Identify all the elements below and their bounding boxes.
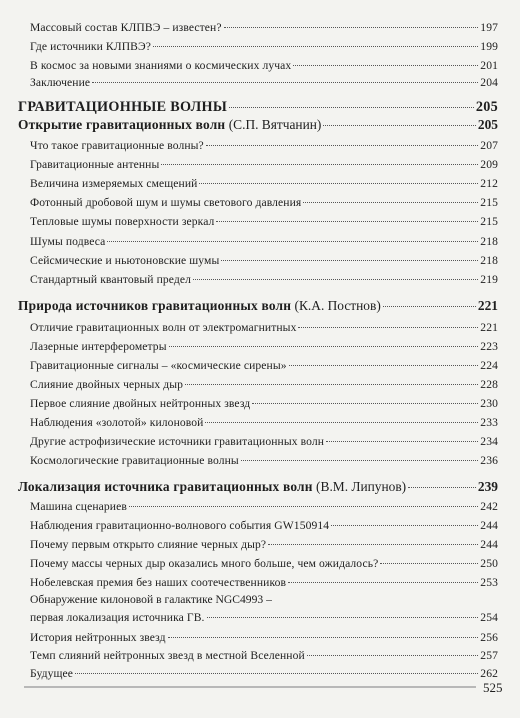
toc-entry-title: Величина измеряемых смещений — [30, 176, 198, 190]
toc-entry-page: 207 — [480, 138, 498, 152]
toc-entry-page: 244 — [480, 518, 498, 532]
toc-entry-title: Нобелевская премия без наших соотечественников — [30, 575, 287, 589]
leader-dots — [303, 190, 478, 203]
leader-dots — [288, 570, 478, 583]
toc-entry[interactable] — [30, 174, 498, 190]
toc-entry[interactable] — [30, 136, 498, 152]
toc-entry-title: В космос за новыми знаниями о космических лучах — [30, 58, 292, 72]
toc-entry-title: Другие астрофизические источники гравитационных волн — [30, 434, 325, 448]
leader-dots — [229, 93, 474, 108]
toc-entry[interactable] — [30, 155, 498, 171]
toc-entry[interactable] — [30, 432, 498, 448]
toc-entry-page: 209 — [480, 157, 498, 171]
toc-entry-title: Слияние двойных черных дыр — [30, 377, 184, 391]
toc-entry[interactable] — [30, 193, 498, 209]
toc-entry[interactable] — [30, 497, 498, 513]
leader-dots — [153, 34, 478, 47]
leader-dots — [408, 474, 476, 488]
toc-entry[interactable] — [30, 394, 498, 410]
leader-dots — [107, 229, 478, 242]
section-page: 205 — [477, 117, 498, 133]
toc-section-heading[interactable] — [18, 115, 498, 133]
leader-dots — [92, 70, 478, 83]
toc-entry-page: 223 — [480, 339, 498, 353]
toc-entry[interactable] — [30, 318, 498, 334]
toc-entry[interactable] — [30, 337, 498, 353]
toc-entry-title: Будущее — [30, 666, 74, 680]
toc-entry-page: 234 — [480, 434, 498, 448]
leader-dots — [168, 625, 479, 638]
toc-entry-page: 250 — [480, 556, 498, 570]
toc-entry-page: 253 — [480, 575, 498, 589]
leader-dots — [207, 605, 479, 618]
leader-dots — [307, 643, 479, 656]
toc-entry-page: 204 — [480, 75, 498, 89]
toc-entry-page: 215 — [480, 214, 498, 228]
part-page: 205 — [475, 99, 498, 116]
section-page: 239 — [477, 479, 498, 495]
toc-entry-page: 219 — [480, 272, 498, 286]
toc-entry[interactable] — [30, 18, 498, 34]
toc-entry-title: Почему первым открыто слияние черных дыр? — [30, 537, 267, 551]
leader-dots — [326, 429, 478, 442]
toc-entry-page: 224 — [480, 358, 498, 372]
leader-dots — [293, 53, 478, 66]
leader-dots — [298, 315, 478, 328]
toc-entry-page: 256 — [480, 630, 498, 644]
toc-entry-title: Наблюдения «золотой» килоновой — [30, 415, 204, 429]
toc-entry-title: Гравитационные антенны — [30, 157, 160, 171]
toc-entry-title: Почему массы черных дыр оказались много больше, чем ожидалось? — [30, 556, 379, 570]
toc-entry[interactable] — [30, 573, 498, 589]
section-author: (С.П. Вятчанин) — [228, 117, 322, 133]
toc-entry-title: История нейтронных звезд — [30, 630, 166, 644]
toc-entry[interactable] — [30, 646, 498, 662]
toc-entry-page: 212 — [480, 176, 498, 190]
toc-entry-title: Где источники КЛПВЭ? — [30, 39, 152, 53]
toc-entry-title: Сейсмические и ньютоновские шумы — [30, 253, 220, 267]
toc-entry-title: Машина сценариев — [30, 499, 127, 513]
toc-entry-page: 221 — [480, 320, 498, 334]
leader-dots — [323, 112, 476, 126]
leader-dots — [216, 209, 478, 222]
toc-entry-title: Шумы подвеса — [30, 234, 106, 248]
leader-dots — [205, 410, 478, 423]
leader-dots — [289, 353, 479, 366]
toc-entry[interactable] — [30, 73, 498, 89]
toc-entry[interactable] — [30, 608, 498, 624]
toc-entry-page: 242 — [480, 499, 498, 513]
toc-entry-title: Массовый состав КЛПВЭ – известен? — [30, 20, 222, 34]
leader-dots — [221, 248, 478, 261]
toc-entry[interactable] — [30, 535, 498, 551]
page-number: 525 — [483, 680, 503, 695]
leader-dots — [252, 391, 478, 404]
section-title: Природа источников гравитационных волн — [18, 298, 292, 314]
leader-dots — [268, 532, 478, 545]
toc-entry[interactable] — [30, 270, 498, 286]
toc-entry-title: Стандартный квантовый предел — [30, 272, 191, 286]
leader-dots — [383, 293, 476, 307]
toc-entry[interactable] — [30, 516, 498, 532]
toc-entry-title: Гравитационные сигналы – «космические сирены» — [30, 358, 287, 372]
leader-dots — [206, 133, 479, 146]
toc-entry-page: 197 — [480, 20, 498, 34]
section-page: 221 — [477, 298, 498, 314]
section-author: (В.М. Липунов) — [316, 479, 407, 495]
toc-entry[interactable] — [30, 37, 498, 53]
leader-dots — [169, 334, 479, 347]
toc-entry-title: Отличие гравитационных волн от электромагнитных — [30, 320, 297, 334]
leader-dots — [185, 372, 478, 385]
toc-entry-page: 230 — [480, 396, 498, 410]
toc-entry-page: 244 — [480, 537, 498, 551]
toc-entry[interactable] — [30, 628, 498, 644]
leader-dots — [380, 551, 478, 564]
toc-entry[interactable] — [30, 251, 498, 267]
toc-entry[interactable] — [30, 212, 498, 228]
toc-entry[interactable] — [30, 232, 498, 248]
section-author: (К.А. Постнов) — [294, 298, 381, 314]
toc-entry[interactable] — [30, 356, 498, 372]
section-title: Локализация источника гравитационных волн — [18, 479, 313, 495]
toc-entry-page: 262 — [480, 666, 498, 680]
toc-entry-page: 218 — [480, 253, 498, 267]
toc-entry[interactable] — [30, 554, 498, 570]
toc-entry-title: Темп слияний нейтронных звезд в местной Вселенной — [30, 648, 305, 662]
toc-entry-page: 201 — [480, 58, 498, 72]
toc-entry-page: 218 — [480, 234, 498, 248]
toc-entry[interactable] — [30, 451, 498, 467]
toc-entry-title: Лазерные интерферометры — [30, 339, 167, 353]
leader-dots — [75, 661, 478, 674]
toc-entry-title: Что такое гравитационные волны? — [30, 138, 204, 152]
toc-entry-page: 233 — [480, 415, 498, 429]
toc-entry-title-line: Обнаружение килоновой в галактике NGC4993 – — [30, 593, 272, 606]
leader-dots — [241, 448, 478, 461]
leader-dots — [193, 267, 478, 280]
toc-entry[interactable] — [30, 375, 498, 391]
toc-entry-title: Космологические гравитационные волны — [30, 453, 239, 467]
toc-entry[interactable] — [30, 413, 498, 429]
toc-entry-title: Первое слияние двойных нейтронных звезд — [30, 396, 251, 410]
toc-entry-title: Заключение — [30, 75, 91, 89]
leader-dots — [129, 494, 478, 507]
leader-dots — [161, 152, 478, 165]
part-title: ГРАВИТАЦИОННЫЕ ВОЛНЫ — [18, 99, 228, 116]
toc-section-heading[interactable] — [18, 296, 498, 314]
toc-entry-page: 257 — [480, 648, 498, 662]
leader-dots — [331, 513, 478, 526]
toc-entry-page: 254 — [480, 610, 498, 624]
toc-entry-title: первая локализация источника ГВ. — [30, 610, 205, 624]
footer-rule — [24, 686, 476, 688]
toc-entry-title: Наблюдения гравитационно-волнового события GW150914 — [30, 518, 330, 532]
toc-entry-title: Фотонный дробовой шум и шумы светового давления — [30, 195, 302, 209]
toc-entry-title: Тепловые шумы поверхности зеркал — [30, 214, 215, 228]
toc-entry-page: 228 — [480, 377, 498, 391]
toc-entry-page: 215 — [480, 195, 498, 209]
toc-entry-page: 199 — [480, 39, 498, 53]
toc-section-heading[interactable] — [18, 477, 498, 495]
leader-dots — [199, 171, 478, 184]
leader-dots — [224, 15, 479, 28]
toc-entry-page: 236 — [480, 453, 498, 467]
section-title: Открытие гравитационных волн — [18, 117, 226, 133]
toc-entry[interactable] — [30, 664, 498, 680]
